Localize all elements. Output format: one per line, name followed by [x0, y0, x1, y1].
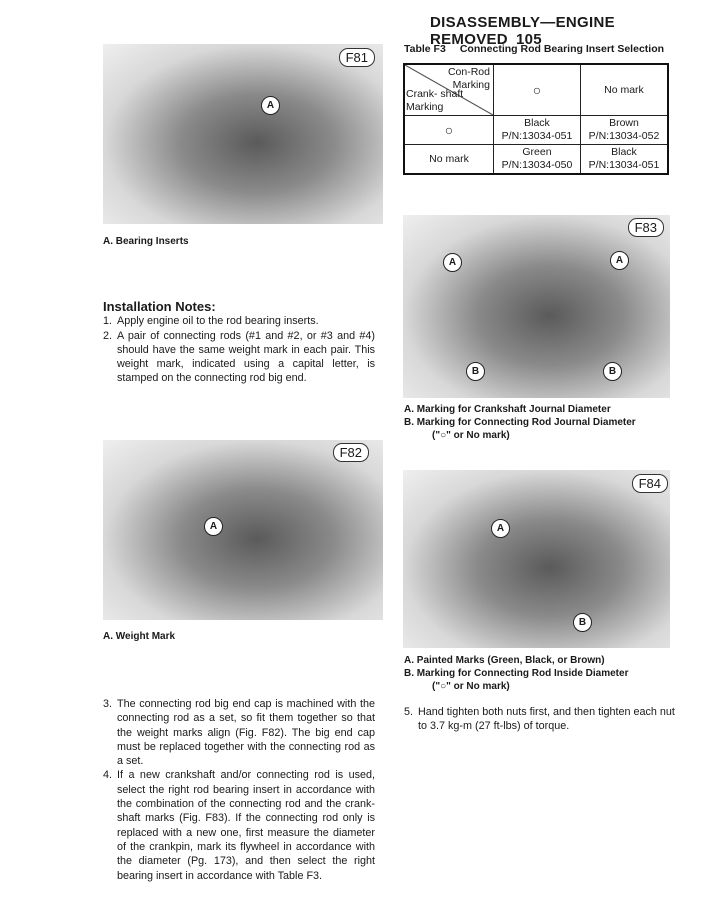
- note-number: 1.: [103, 315, 113, 328]
- page-number: 105: [515, 31, 542, 48]
- figure-label: F81: [339, 48, 375, 67]
- note-number: 2.: [103, 329, 113, 342]
- row-header: No mark: [404, 145, 494, 175]
- figure-f83-captions: [404, 403, 636, 442]
- figure-caption: A. Marking for Crankshaft Journal Diameter: [404, 404, 611, 415]
- corner-bottom-label: Crank- shaft Marking: [406, 88, 464, 113]
- figure-caption: ("○" or No mark): [432, 430, 510, 441]
- col-header: No mark: [580, 64, 668, 116]
- table-cell: [494, 145, 581, 175]
- note-text: Apply engine oil to the rod bearing inserts.: [117, 315, 319, 328]
- figure-caption: A. Weight Mark: [103, 631, 176, 642]
- table-cell: [494, 116, 581, 145]
- installation-note-5: [404, 705, 676, 734]
- figure-label: F83: [628, 218, 664, 237]
- cell-part-number: P/N:13034-051: [588, 159, 660, 171]
- note-item: [103, 768, 375, 882]
- installation-notes: [103, 300, 375, 386]
- callout: B: [573, 613, 592, 632]
- table-caption: [404, 43, 664, 55]
- note-item: [103, 697, 375, 768]
- note-number: 3.: [103, 698, 113, 710]
- installation-notes-continued: [103, 697, 375, 883]
- cell-color: Brown: [609, 117, 639, 129]
- figure-caption: ("○" or No mark): [432, 681, 510, 692]
- figure-label: F82: [333, 443, 369, 462]
- figure-f82-photo: [103, 440, 383, 620]
- callout: A: [443, 253, 462, 272]
- callout: A: [610, 251, 629, 270]
- row-header: ○: [404, 116, 494, 145]
- note-text: The connecting rod big end cap is machined with the connecting rod as a set, so fit them together so that the weight marks align (Fig. F82). The big end cap must be replaced together with the connecting rod as a set.: [117, 698, 375, 768]
- callout: B: [466, 362, 485, 381]
- callout: A: [261, 96, 280, 115]
- note-item: [404, 705, 676, 734]
- col-header: ○: [494, 64, 581, 116]
- table-cell: [580, 116, 668, 145]
- table-cell: [580, 145, 668, 175]
- figure-caption: A. Painted Marks (Green, Black, or Brown): [404, 655, 605, 666]
- figure-caption: B. Marking for Connecting Rod Journal Diameter: [404, 417, 636, 428]
- cell-part-number: P/N:13034-051: [501, 130, 573, 142]
- figure-f83-photo: [403, 215, 670, 398]
- table-corner-cell: [404, 64, 494, 116]
- callout: B: [603, 362, 622, 381]
- note-text: A pair of connecting rods (#1 and #2, or #3 and #4) should have the same weight mark in each pair. This weight mark, indicated using a capital letter, is stamped on the connecting rod big end.: [117, 329, 375, 385]
- notes-heading: Installation Notes:: [103, 299, 216, 314]
- callout: A: [204, 517, 223, 536]
- figure-caption: A. Bearing Inserts: [103, 236, 189, 247]
- figure-f84-photo: [403, 470, 670, 648]
- cell-part-number: P/N:13034-050: [501, 159, 573, 171]
- note-item: [103, 314, 375, 328]
- note-item: [103, 329, 375, 386]
- note-number: 5.: [404, 706, 414, 718]
- note-number: 4.: [103, 769, 113, 782]
- cell-color: Black: [524, 117, 550, 129]
- figure-label: F84: [632, 474, 668, 493]
- table-label: Table F3: [404, 43, 446, 55]
- note-text: Hand tighten both nuts first, and then tighten each nut to 3.7 kg-m (27 ft-lbs) of torque.: [418, 706, 675, 733]
- figure-caption: B. Marking for Connecting Rod Inside Diameter: [404, 668, 629, 679]
- cell-color: Green: [522, 146, 552, 158]
- callout: A: [491, 519, 510, 538]
- cell-part-number: P/N:13034-052: [588, 130, 660, 142]
- header-title: DISASSEMBLY—ENGINE REMOVED: [430, 14, 615, 48]
- table-title: Connecting Rod Bearing Insert Selection: [459, 43, 665, 55]
- cell-color: Black: [611, 146, 637, 158]
- corner-top-label: Con-Rod Marking: [447, 66, 490, 91]
- note-text: If a new crankshaft and/or connecting rod is used, select the right rod bearing insert in accordance with the combination of the connecting rod and the crank-shaft marks (Fig. F83). If the connecting rod only is replaced with a new one, first measure the diameter of the crankpin, mark its flywheel in accordance with the diameter (Pg. 173), and then select the right bearing insert in accordance with Table F3.: [117, 769, 375, 882]
- figure-f84-captions: [404, 654, 628, 693]
- figure-f81-photo: [103, 44, 383, 224]
- bearing-selection-table: [403, 63, 669, 175]
